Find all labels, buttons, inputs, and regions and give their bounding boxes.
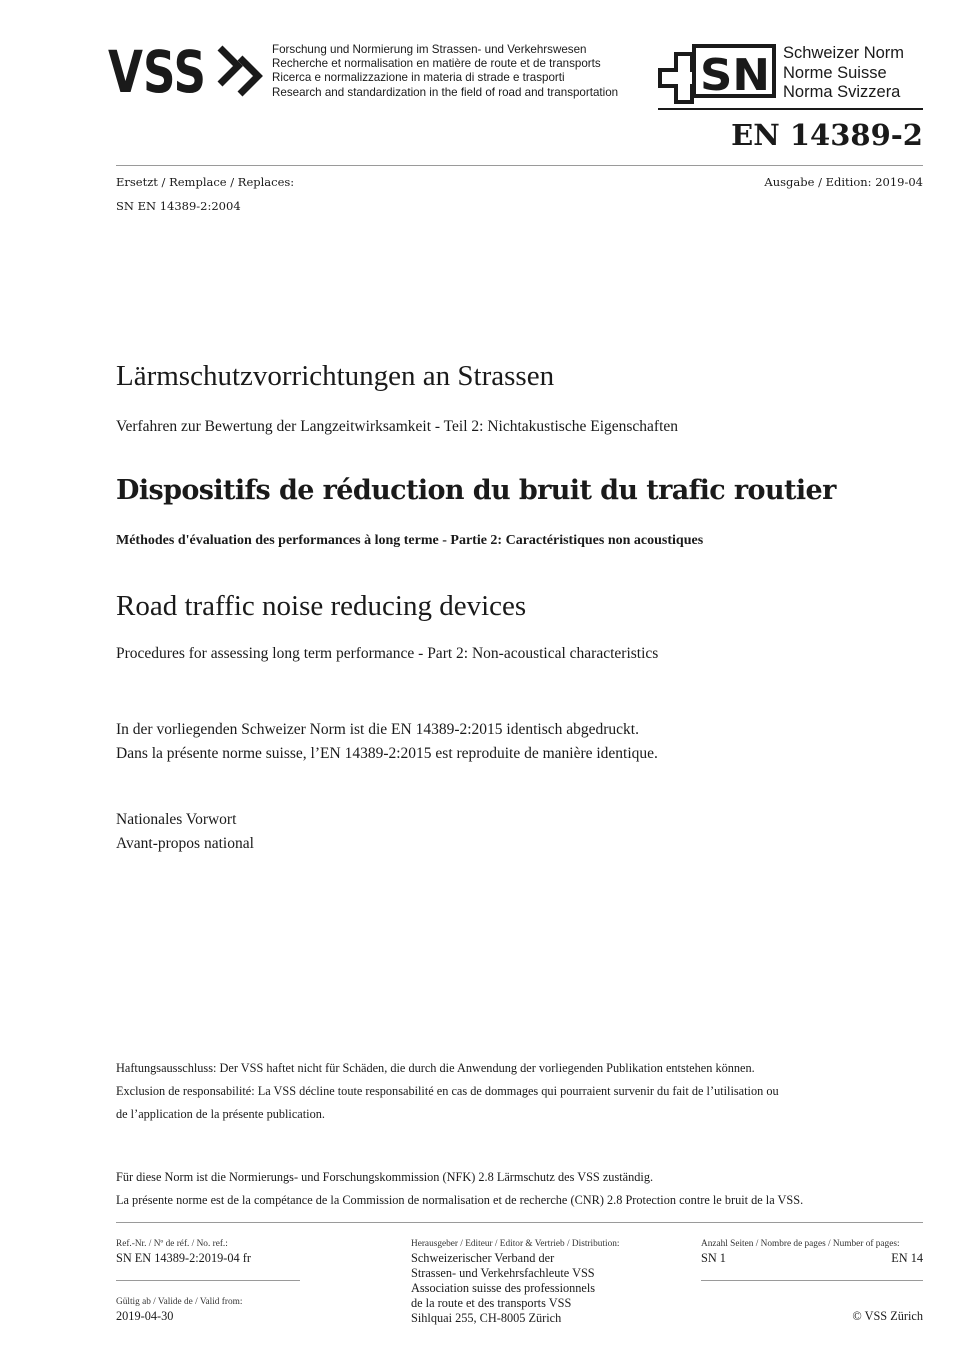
sn-label — [783, 44, 904, 103]
foreword-fr: Avant-propos national — [116, 835, 254, 852]
vss-tagline-fr: Recherche et normalisation en matière de route et de transports — [272, 57, 601, 71]
vss-tagline-it: Ricerca e normalizzazione in materia di strade e trasporti — [272, 71, 565, 85]
sn-label-de: Schweizer Norm — [783, 44, 905, 62]
copyright: © VSS Zürich — [852, 1309, 923, 1323]
national-foreword — [116, 808, 254, 856]
pages-sn: SN 1 — [701, 1251, 726, 1265]
subtitle-fr: Méthodes d'évaluation des performances à long terme - Partie 2: Caractéristiques non acoustiques — [116, 533, 704, 548]
committee-de: Für diese Norm ist die Normierungs- und Forschungskommission (NFK) 2.8 Lärmschutz des VSS zuständig. — [116, 1170, 654, 1184]
vss-tagline-en: Research and standardization in the field of road and transportation — [272, 85, 619, 99]
vss-logo — [108, 40, 266, 100]
replaces-label: Ersetzt / Remplace / Replaces: — [116, 175, 295, 189]
pages-label: Anzahl Seiten / Nombre de pages / Number of pages: — [701, 1239, 900, 1249]
committee-fr: La présente norme est de la compétance de la Commission de normalisation et de recherche (CNR) 2.8 Protection contre le bruit de la VSS. — [116, 1193, 804, 1207]
sn-label-fr: Norme Suisse — [783, 63, 887, 82]
footer-divider — [116, 1222, 923, 1223]
disclaimer-fr: Exclusion de responsabilité: La VSS décline toute responsabilité en cas de dommages qui pourraient survenir du fait de l’utilisation ou — [116, 1084, 779, 1098]
publisher-line: Sihlquai 255, CH-8005 Zürich — [411, 1311, 562, 1325]
disclaimer-fr-cont: de l’application de la présente publication. — [116, 1107, 325, 1121]
svg-text:SN: SN — [700, 50, 770, 101]
identity-note-fr: Dans la présente norme suisse, l’EN 14389-2:2015 est reproduite de manière identique. — [116, 745, 658, 762]
foreword-de: Nationales Vorwort — [116, 811, 237, 828]
sn-label-it: Norma Svizzera — [783, 83, 901, 101]
replaces-value: SN EN 14389-2:2004 — [116, 199, 241, 213]
sn-rule — [658, 108, 923, 110]
disclaimer — [116, 1057, 779, 1126]
svg-text:VSS: VSS — [108, 40, 206, 100]
pages-en: EN 14 — [891, 1251, 923, 1265]
identity-note — [116, 718, 658, 766]
title-en: Road traffic noise reducing devices — [116, 590, 527, 622]
valid-label: Gültig ab / Valide de / Valid from: — [116, 1297, 243, 1307]
identity-note-de: In der vorliegenden Schweizer Norm ist die EN 14389-2:2015 identisch abgedruckt. — [116, 721, 639, 738]
publisher-line: Strassen- und Verkehrsfachleute VSS — [411, 1266, 595, 1280]
title-fr: Dispositifs de réduction du bruit du trafic routier — [116, 475, 836, 506]
publisher-line: Association suisse des professionnels — [411, 1281, 596, 1295]
disclaimer-de: Haftungsausschluss: Der VSS haftet nicht für Schäden, die durch die Anwendung der vorliegenden Publikation entstehen können. — [116, 1061, 755, 1075]
subtitle-de: Verfahren zur Bewertung der Langzeitwirksamkeit - Teil 2: Nichtakustische Eigenschaften — [116, 418, 679, 435]
pages-divider — [701, 1280, 923, 1281]
publisher-address — [411, 1251, 595, 1326]
sn-logo — [658, 44, 778, 110]
ref-divider — [116, 1280, 300, 1281]
valid-value: 2019-04-30 — [116, 1309, 174, 1323]
committee-note — [116, 1166, 803, 1212]
header-divider — [116, 165, 923, 166]
vss-tagline — [272, 43, 618, 100]
ref-label: Ref.-Nr. / Nº de réf. / No. ref.: — [116, 1239, 228, 1249]
standard-number: EN 14389-2 — [731, 118, 923, 152]
publisher-label: Herausgeber / Editeur / Editor & Vertrieb / Distribution: — [411, 1239, 620, 1249]
publisher-line: de la route et des transports VSS — [411, 1296, 572, 1310]
ref-value: SN EN 14389-2:2019-04 fr — [116, 1251, 251, 1265]
vss-tagline-de: Forschung und Normierung im Strassen- und Verkehrswesen — [272, 43, 587, 56]
subtitle-en: Procedures for assessing long term performance - Part 2: Non-acoustical characteristics — [116, 645, 659, 662]
edition: Ausgabe / Edition: 2019-04 — [764, 175, 923, 189]
publisher-line: Schweizerischer Verband der — [411, 1251, 555, 1265]
title-de: Lärmschutzvorrichtungen an Strassen — [116, 360, 555, 392]
